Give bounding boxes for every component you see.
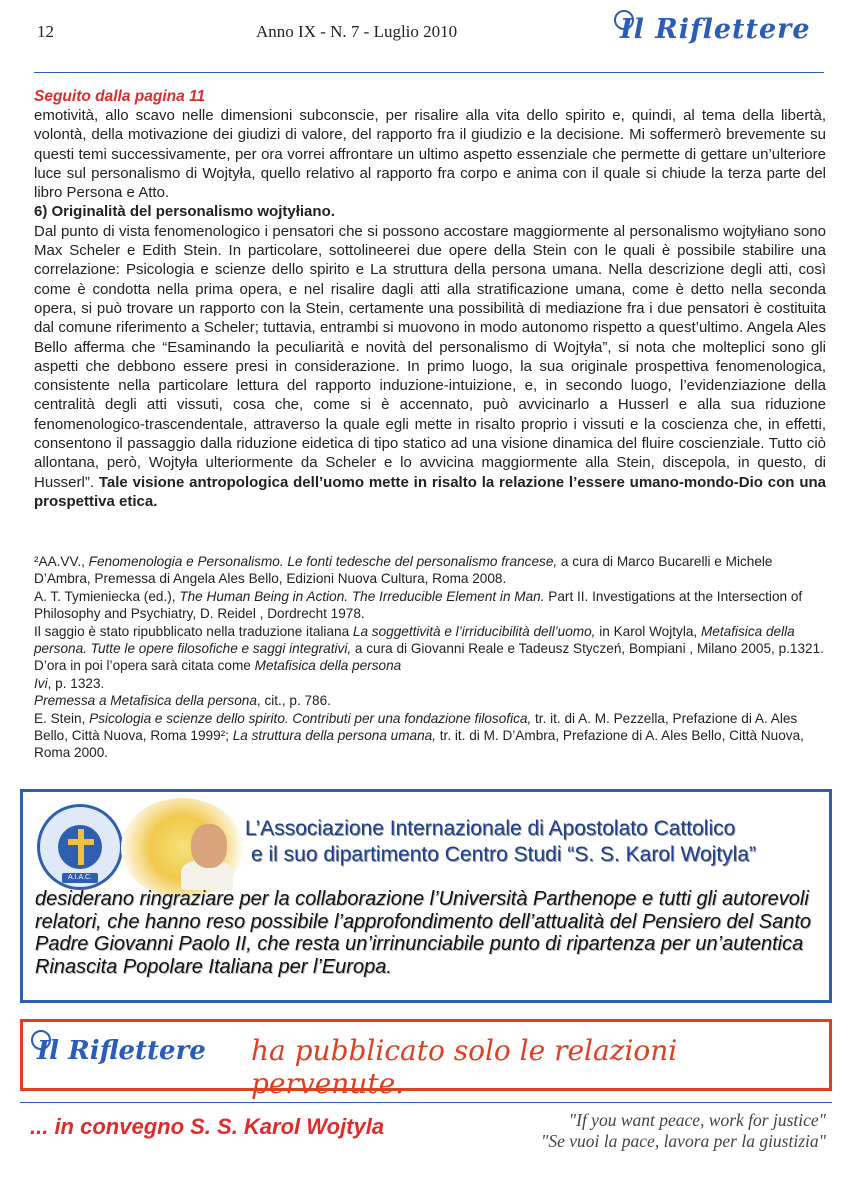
article-paragraph: emotività, allo scavo nelle dimensioni subconscie, per risalire alla vita dello spirito e, quindi, al tema della libertà, volontà, della motivazione dei giudizi di valore, del rapporto fra il giudizio e la decisione. Mi soffermerò brevemente su questi temi successivamente, per ora vorrei affrontare un ultimo aspetto essenziale che permette di gettare un’ulteriore luce sul personalismo di Wojtyła, quello relativo al rapporto fra corpo e anima con il quale si chiude la terza parte del libro Persona e Atto.: [34, 107, 826, 202]
logo-ring-icon: [31, 1030, 51, 1050]
published-logo-text: Il Riflettere: [37, 1036, 206, 1066]
footnotes: [34, 553, 826, 762]
logo-ring-icon: [614, 10, 634, 30]
association-line-1: L’Associazione Internazionale di Apostolato Cattolico: [245, 817, 736, 840]
published-logo: [37, 1036, 206, 1066]
association-seal-icon: [37, 804, 123, 890]
article-paragraph: [34, 222, 826, 511]
paragraph-bold-text: Tale visione antropologica dell’uomo mette in risalto la relazione l’essere umano-mondo-Dio con una prospettiva etica.: [34, 473, 826, 510]
header-rule: [34, 72, 824, 73]
footnote: ²AA.VV., Fenomenologia e Personalismo. Le fonti tedesche del personalismo francese, a cura di Marco Bucarelli e Michele D’Ambra, Premessa di Angela Ales Bello, Edizioni Nuova Cultura, Roma 2008.: [34, 554, 773, 587]
issue-line: Anno IX - N. 7 - Luglio 2010: [256, 22, 458, 41]
published-message: ha pubblicato solo le relazioni pervenute.: [251, 1034, 678, 1100]
convegno-label: ... in convegno S. S. Karol Wojtyla: [30, 1114, 385, 1139]
paragraph-text: Dal punto di vista fenomenologico i pensatori che si possono accostare maggiormente al personalismo wojtyłiano sono Max Scheler e Edith Stein. In particolare, sottolineerei due opere della Stein con le quali è possibile stabilire una correlazione: Psicologia e scienze dello spirito e La struttura della persona umana. Nella descrizione degli atti, così come è condotta nella prima opera, e nel risalire dagli atti alla stratificazione umana, come è detto nella seconda opera, si può trovare un rapporto con la Stein, certamente una possibilità di mediazione fra i due pensatori è costituita dal comune riferimento a Scheler; tuttavia, entrambi si muovono in modo autonomo rispetto a quest’ultimo. Angela Ales Bello afferma che “Esaminando la peculiarità e novità del personalismo di Wojtyła”, si nota che molteplici sono gli aspetti che debbono essere presi in considerazione. In primo luogo, la sua originale prospettiva fenomenologica, consistente nella particolare lettura del rapporto induzione-intuizione, e, in secondo luogo, l’evidenziazione della centralità degli atti vissuti, cosa che, come si è accennato, può avvicinarlo a Husserl e alla sua riduzione fenomenologico-trascendentale, attraverso la quale egli mette in risalto proprio i vissuti e la coscienza che, in effetti, consentono il passaggio dalla riduzione eidetica di tipo statico ad una visione dinamica del fluire coscienziale. Tutto ciò allontana, però, Wojtyła ulteriormente da Scheler e lo avvicina maggiormente alla Stein, discepola, in questo, di Husserl”.: [34, 222, 826, 491]
pope-photo: [121, 798, 243, 898]
header-logo-text: Il Riflettere: [620, 14, 811, 45]
footnote: Premessa a Metafisica della persona, cit., p. 786.: [34, 693, 331, 709]
footer-rule: [20, 1102, 832, 1103]
quote-italian: "Se vuoi la pace, lavora per la giustizia": [541, 1131, 826, 1151]
section-title: 6) Originalità del personalismo wojtyłiano.: [34, 203, 335, 221]
page-number: 12: [37, 22, 54, 41]
header-logo: [620, 14, 811, 45]
published-box: [20, 1019, 832, 1100]
footnote: Ivi, p. 1323.: [34, 675, 105, 691]
footnote: Il saggio è stato ripubblicato nella traduzione italiana La soggettività e l’irriducibilità dell’uomo, in Karol Wojtyla, Metafisica della persona. Tutte le opere filosofiche e saggi integrativi, a cura di Giovanni Reale e Tadeusz Styczeń, Bompiani , Milano 2005, p.1321. D’ora in poi l’opera sarà citata come Metafisica della persona: [34, 623, 824, 674]
association-title: [245, 816, 756, 868]
continued-label: Seguito dalla pagina 11: [34, 88, 206, 105]
association-line-2: e il suo dipartimento Centro Studi “S. S. Karol Wojtyla”: [251, 843, 756, 866]
quote-english: "If you want peace, work for justice": [568, 1110, 826, 1130]
seal-band-text: A.I.A.C.: [67, 874, 93, 881]
footnote: A. T. Tymieniecka (ed.), The Human Being in Action. The Irreducible Element in Man. Part II. Investigations at the Intersection of Philosophy and Psychiatry, D. Reidel , Dordrecht 1978.: [34, 588, 803, 622]
footnote: E. Stein, Psicologia e scienze dello spirito. Contributi per una fondazione filosofica, tr. it. di A. M. Pezzella, Prefazione di A. Ales Bello, Città Nuova, Roma 1999²; La struttura della persona umana, tr. it. di M. D’Ambra, Prefazione di A. Ales Bello, Città Nuova, Roma 2000.: [34, 710, 804, 761]
association-box: [20, 789, 832, 1003]
footer-quote: [494, 1110, 826, 1152]
association-thanks: desiderano ringraziare per la collaborazione l’Università Parthenope e tutti gli autorevoli relatori, che hanno reso possibile l’approfondimento dell’attualità del Pensiero del Santo Padre Giovanni Paolo II, che resta un’irrinunciabile punto di ripartenza per un’autentica Rinascita Popolare Italiana per l’Europa.: [35, 888, 812, 978]
article-body: [34, 106, 826, 511]
